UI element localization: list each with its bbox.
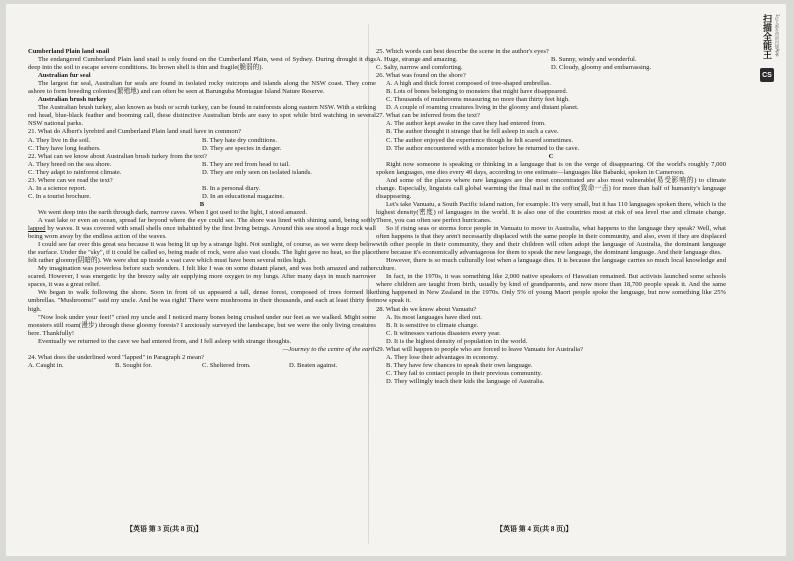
option-a: A. They breed on the sea shore.: [28, 160, 112, 168]
question-21-stem: 21. What do Albert's lyrebird and Cumberland Plain land snail have in common?: [28, 128, 241, 136]
option-b: B. They have few chances to speak their own language.: [386, 361, 533, 369]
option-a: A. Its most languages have died out.: [386, 313, 482, 321]
question-22-options-ab: [28, 161, 376, 169]
option-c: C. The author enjoyed the experience though he felt scared sometimes.: [386, 136, 574, 144]
paragraph: And some of the places where rare languages are the most concentrated are also most vulnerable(易受影响的) to climate change. Especially, linguists call global warming the final nail in the coffin(致命一击) for more than half of humanity's language disappearing.: [376, 176, 726, 200]
paragraph: A vast lake or even an ocean, spread far beyond where the eye could see. The shore was lined with shining sand, being softly lapped by waves. It was covered with small shells once inhabited by the first living beings. Around this sea stood a huge rock wall being worn away by the endless action of the waves.: [28, 216, 376, 241]
option-b: B. They hate dry conditions.: [202, 136, 277, 144]
question-23-options-cd: [28, 193, 376, 201]
question-25-stem: 25. Which words can best describe the scene in the author's eyes?: [376, 48, 549, 55]
page-footer-right: 【英语 第 4 页(共 8 页)】: [496, 525, 573, 533]
question-22-stem: 22. What can we know about Australian brush turkey from the text?: [28, 152, 207, 160]
option-b: B. Sunny, windy and wonderful.: [551, 56, 637, 64]
option-d: D. It is the highest density of population in the world.: [386, 337, 528, 345]
passage-source: —Journey to the centre of the earth: [282, 345, 376, 353]
option-d: D. They are species in danger.: [202, 144, 282, 152]
option-b: B. They are red from head to tail.: [202, 160, 290, 168]
underlined-word: lapped: [28, 225, 46, 233]
option-d: D. They are only seen on isolated islands.: [202, 168, 312, 176]
option-c: C. They adapt to rainforest climate.: [28, 168, 122, 176]
paragraph: Let's take Vanuatu, a South Pacific island nation, for example. It's very small, but it has 110 languages spoken there, which is the highest density(密度) of languages in the world. It is also one of the countries most at risk of sea level rise and climate change. There, you can often see perfect hurricanes.: [376, 200, 726, 224]
paragraph: The Australian brush turkey, also known as bush or scrub turkey, can be found in rainforests along eastern NSW. With a striking red head, blue-black feather and booming call, these distinctive Australian birds are easy to spot while bird watching in several NSW national parks.: [28, 104, 376, 128]
option-a: A. They live in the soil.: [28, 136, 91, 144]
option-d: D. Cloudy, gloomy and embarrassing.: [551, 64, 652, 72]
question-25-options-cd: [376, 64, 726, 72]
section-heading: Australian brush turkey: [38, 96, 107, 104]
scanner-tagline: 3亿人都在用的扫描App: [775, 14, 780, 57]
paragraph: I could see far over this great sea because it was being lit up by a strange light. Not sunlight, of course, as we were deep below the surface. Under the "sky", if it could be called so, being made of rock, were also vast clouds. The light gave no heat, so the place felt rather gloomy(阴暗的). We were shut up inside a vast cave which must have been several miles high.: [28, 241, 376, 265]
paragraph: The endangered Cumberland Plain land snail is only found on the Cumberland Plain, west of Sydney. During drought it digs deep into the soil to escape severe conditions. Its brown shell is thin and fragile(脆弱的).: [28, 56, 376, 72]
paragraph: We went deep into the earth through dark, narrow caves. When I got used to the light, I stood amazed.: [38, 208, 308, 216]
option-d: D. The author encountered with a monster before he returned to the cave.: [386, 144, 580, 152]
question-26-stem: 26. What was found on the shore?: [376, 72, 466, 80]
paragraph: My imagination was powerless before such wonders. I felt like I was on some distant planet, and was both amazed and rather scared. However, I was energetic by the breezy salty air supplying more oxygen to my lungs. After many days in much narrower spaces, it was a great relief.: [28, 265, 376, 289]
question-25-options-ab: [376, 56, 726, 64]
question-27-stem: 27. What can be inferred from the text?: [376, 112, 480, 120]
option-c: C. They have long feathers.: [28, 144, 101, 152]
left-column: [28, 48, 376, 370]
option-d: D. They willingly teach their kids the language of Australia.: [386, 377, 545, 385]
option-c: C. It witnesses various disasters every year.: [386, 329, 501, 337]
question-23-stem: 23. Where can we read the text?: [28, 176, 113, 184]
page-footer-left: 【英语 第 3 页(共 8 页)】: [126, 525, 203, 533]
option-b: B. The author thought it strange that he fell asleep in such a cave.: [386, 128, 559, 136]
option-a: A. They lose their advantages in economy.: [386, 353, 499, 361]
option-a: A. Huge, strange and amazing.: [376, 56, 458, 64]
option-a: A. The author kept awake in the cave they had entered from.: [386, 120, 546, 128]
option-a: A. Caught in.: [28, 361, 64, 369]
option-c: C. Thousands of mushrooms measuring no more than thirty feet high.: [386, 96, 570, 104]
section-heading: Cumberland Plain land snail: [28, 48, 110, 55]
option-c: C. Sheltered from.: [202, 361, 251, 369]
option-d: D. Beaten against.: [289, 361, 338, 369]
right-column: [376, 48, 726, 386]
paragraph: We began to walk following the shore. Soon in front of us appeared a tall, dense forest, composed of trees formed like umbrellas. "Mushrooms!" said my uncle. And he was right! There were mushrooms in their thousands, and each at least thirty feet high.: [28, 289, 376, 313]
paragraph: Eventually we returned to the cave we had entered from, and I fell asleep with strange thoughts.: [38, 337, 292, 345]
paragraph: So if rising seas or storms force people in Vanuatu to move to Australia, what happens to the language they speak? Well, what often happens is that they aren't necessarily displaced with the same people in their community, and also, even if they are displaced with other people in their community, they and their children will often adopt the language of Australia, the dominant language there because it's economically advantageous for them to speak the new language, the dominant language. And their language dies.: [376, 225, 726, 257]
question-22-options-cd: [28, 169, 376, 177]
option-a: A. A high and thick forest composed of tree-shaped umbrellas.: [386, 80, 551, 88]
option-b: B. Lots of bones belonging to monsters that might have disappeared.: [386, 88, 568, 96]
option-c: C. They fail to contact people in their previous community.: [386, 369, 543, 377]
paragraph: The largest fur seal, Australian fur seals are found in isolated rocky outcrops and islands along the NSW coast. They come ashore to form breeding colonies(繁殖地) and can often be seen at Barunguba Montague Island Nature Reserve.: [28, 80, 376, 96]
question-28-stem: 28. What do we know about Vanuatu?: [376, 305, 477, 313]
question-21-options-ab: [28, 137, 376, 145]
question-23-options-ab: [28, 185, 376, 193]
question-21-options-cd: [28, 145, 376, 153]
passage-c-label: C: [548, 152, 554, 160]
option-b: B. Sought for.: [115, 361, 153, 369]
question-29-stem: 29. What will happen to people who are forced to leave Vanuatu for Australia?: [376, 345, 584, 353]
option-b: B. It is sensitive to climate change.: [386, 321, 479, 329]
paragraph: "Now look under your feet!" cried my uncle and I noticed many bones being crushed under our feet as we walked. Might some monsters still roam(漫步) through these gloomy forests? I anxiously surveyed the landscape, but we were the only living creatures here. Thankfully!: [28, 313, 376, 337]
scanned-exam-sheet: [6, 4, 786, 556]
paragraph: In fact, in the 1970s, it was something like 2,000 native speakers of Hawaiian remained. But activists launched some schools where children are taught from birth, usually by kind of grandparents, and now more than 18,700 people speak it. And the same thing happened in New Zealand in the 1970s. Only 5% of young Maori people spoke the language, but now something like 25% now speak it.: [376, 273, 726, 305]
passage-b-label: B: [199, 200, 205, 208]
scanner-watermark: [752, 8, 790, 100]
option-c: C. Salty, narrow and comforting.: [376, 64, 463, 72]
question-24-options: [28, 362, 376, 370]
option-a: A. In a science report.: [28, 184, 87, 192]
question-24-stem: 24. What does the underlined word "lapped" in Paragraph 2 mean?: [28, 353, 205, 361]
paragraph: Right now someone is speaking or thinking in a language that is on the verge of disappearing. Of the world's roughly 7,000 spoken languages, one dies every 40 days, according to one estimate—languages like Babanki, spoken in Cameroon.: [376, 160, 726, 176]
option-d: D. In an educational magazine.: [202, 192, 285, 200]
cs-logo-icon: CS: [760, 68, 774, 82]
scanner-brand: 扫描全能王: [761, 14, 771, 59]
paragraph: However, there is so much culturally lost when a language dies. It is because the language carries so much local knowledge and culture.: [376, 257, 726, 273]
option-b: B. In a personal diary.: [202, 184, 261, 192]
section-heading: Australian fur seal: [38, 72, 91, 80]
option-c: C. In a tourist brochure.: [28, 192, 91, 200]
option-d: D. A couple of roaming creatures living in the gloomy and distant planet.: [386, 104, 579, 112]
